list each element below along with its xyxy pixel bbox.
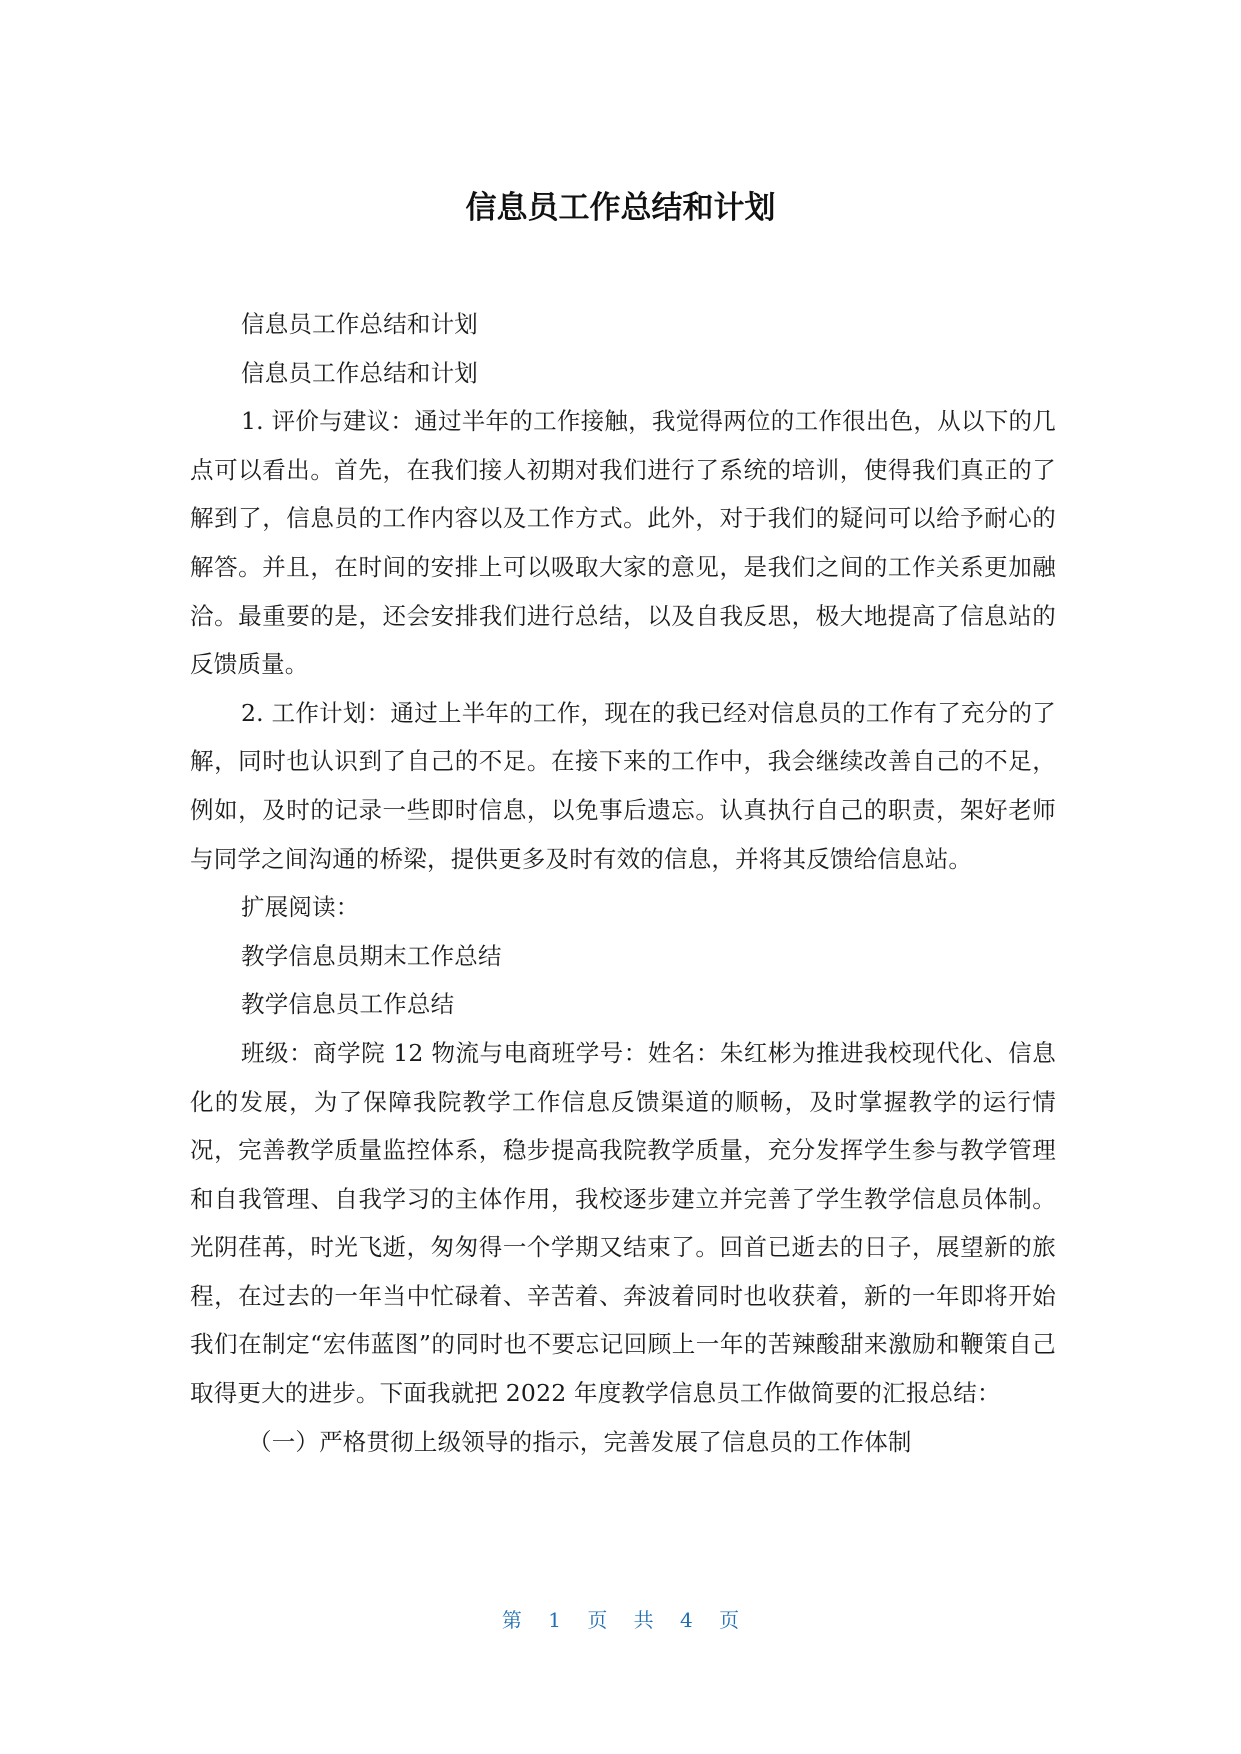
footer-page-label: 第 [501,1608,522,1632]
footer-total-pages: 4 [680,1608,693,1632]
document-body [190,300,1056,1466]
document-title: 信息员工作总结和计划 [465,190,776,226]
paragraph-evaluation: 1. 评价与建议：通过半年的工作接触，我觉得两位的工作很出色，从以下的几点可以看出。首先，在我们接人初期对我们进行了系统的培训，使得我们真正的了解到了，信息员的工作内容以及工作方式。此外，对于我们的疑问可以给予耐心的解答。并且，在时间的安排上可以吸取大家的意见，是我们之间的工作关系更加融洽。最重要的是，还会安排我们进行总结，以及自我反思，极大地提高了信息站的反馈质量。 [190,407,1056,679]
paragraph-heading-work-summary: 教学信息员工作总结 [241,990,455,1019]
footer-page-word: 页 [587,1608,608,1632]
paragraph-subtitle-1: 信息员工作总结和计划 [241,310,478,338]
page-number-footer [0,1606,1241,1634]
footer-total-label: 共 [633,1608,654,1632]
paragraph-subtitle-2: 信息员工作总结和计划 [241,358,478,387]
paragraph-class-info: 班级：商学院 12 物流与电商班学号：姓名：朱红彬为推进我校现代化、信息化的发展，为了保障我院教学工作信息反馈渠道的顺畅，及时掌握教学的运行情况，完善教学质量监控体系，稳步提高我院教学质量，充分发挥学生参与教学管理和自我管理、自我学习的主体作用，我校逐步建立并完善了学生教学信息员体制。光阴荏苒，时光飞逝，匆匆得一个学期又结束了。回首已逝去的日子，展望新的旅程，在过去的一年当中忙碌着、辛苦着、奔波着同时也收获着，新的一年即将开始我们在制定“宏伟蓝图”的同时也不要忘记回顾上一年的苦辣酸甜来激励和鞭策自己取得更大的进步。下面我就把 2022 年度教学信息员工作做简要的汇报总结： [190,1038,1056,1408]
paragraph-extended-reading: 扩展阅读： [241,893,360,922]
footer-current-page: 1 [548,1608,561,1632]
paragraph-heading-term-summary: 教学信息员期末工作总结 [241,941,502,970]
paragraph-work-plan: 2. 工作计划：通过上半年的工作，现在的我已经对信息员的工作有了充分的了解，同时也认识到了自己的不足。在接下来的工作中，我会继续改善自己的不足，例如，及时的记录一些即时信息，以免事后遗忘。认真执行自己的职责，架好老师与同学之间沟通的桥梁，提供更多及时有效的信息，并将其反馈给信息站。 [190,698,1056,873]
paragraph-section-one: （一）严格贯彻上级领导的指示，完善发展了信息员的工作体制 [248,1427,912,1456]
footer-page-word-end: 页 [719,1608,740,1632]
